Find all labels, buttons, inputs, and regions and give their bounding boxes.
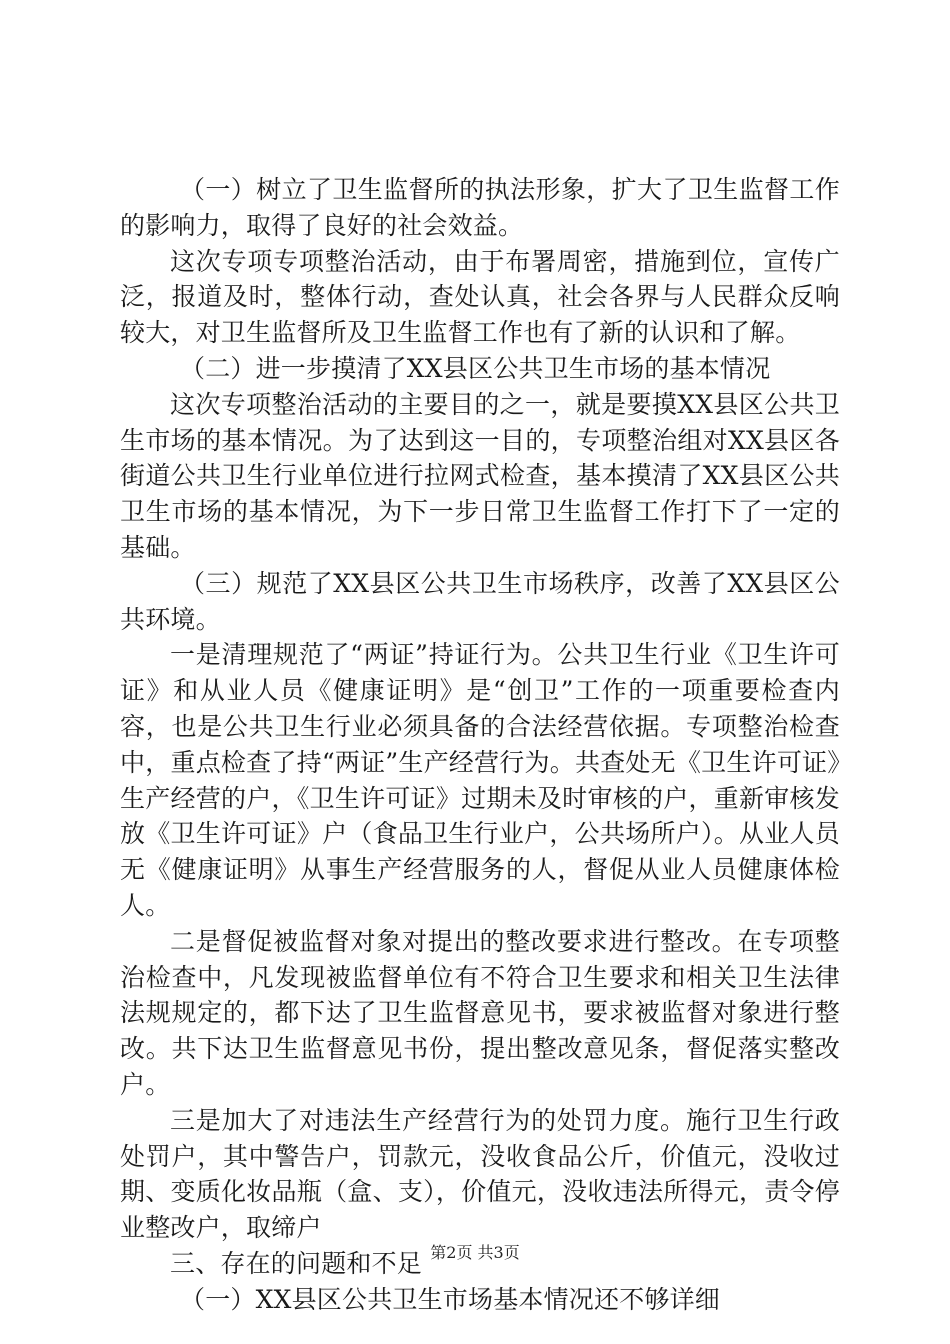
section-heading-4: （一）XX县区公共卫生市场基本情况还不够详细 bbox=[180, 1284, 720, 1314]
page-number-footer: 第2页 共3页 bbox=[430, 1243, 520, 1262]
document-body bbox=[120, 172, 840, 1318]
chapter-heading: 三、存在的问题和不足 bbox=[170, 1248, 423, 1278]
body-paragraph: 这次专项整治活动的主要目的之一，就是要摸XX县区公共卫生市场的基本情况。为了达到这一目的，专项整治组对XX县区各街道公共卫生行业单位进行拉网式检查，基本摸清了XX县区公共卫生市场的基本情况，为下一步日常卫生监督工作打下了一定的基础。 bbox=[120, 389, 840, 562]
body-paragraph: 一是清理规范了“两证”持证行为。公共卫生行业《卫生许可证》和从业人员《健康证明》是“创卫”工作的一项重要检查内容，也是公共卫生行业必须具备的合法经营依据。专项整治检查中，重点检查了持“两证”生产经营行为。共查处无《卫生许可证》生产经营的户，《卫生许可证》过期未及时审核的户，重新审核发放《卫生许可证》户（食品卫生行业户，公共场所户）。从业人员无《健康证明》从事生产经营服务的人，督促从业人员健康体检人。 bbox=[120, 640, 840, 920]
body-paragraph: 这次专项专项整治活动，由于布署周密，措施到位，宣传广泛，报道及时，整体行动，查处认真，社会各界与人民群众反响较大，对卫生监督所及卫生监督工作也有了新的认识和了解。 bbox=[120, 246, 840, 348]
body-paragraph: 二是督促被监督对象对提出的整改要求进行整改。在专项整治检查中，凡发现被监督单位有不符合卫生要求和相关卫生法律法规规定的，都下达了卫生监督意见书，要求被监督对象进行整改。共下达卫生监督意见书份，提出整改意见条，督促落实整改户。 bbox=[120, 926, 840, 1099]
section-heading-3: （三）规范了XX县区公共卫生市场秩序，改善了XX县区公共环境。 bbox=[120, 568, 840, 634]
section-heading-2: （二）进一步摸清了XX县区公共卫生市场的基本情况 bbox=[180, 353, 771, 383]
body-paragraph: 三是加大了对违法生产经营行为的处罚力度。施行卫生行政处罚户，其中警告户，罚款元，没收食品公斤，价值元，没收过期、变质化妆品瓶（盒、支），价值元，没收违法所得元，责令停业整改户，取缔户 bbox=[120, 1105, 840, 1243]
section-heading-1: （一）树立了卫生监督所的执法形象，扩大了卫生监督工作的影响力，取得了良好的社会效益。 bbox=[120, 175, 840, 240]
